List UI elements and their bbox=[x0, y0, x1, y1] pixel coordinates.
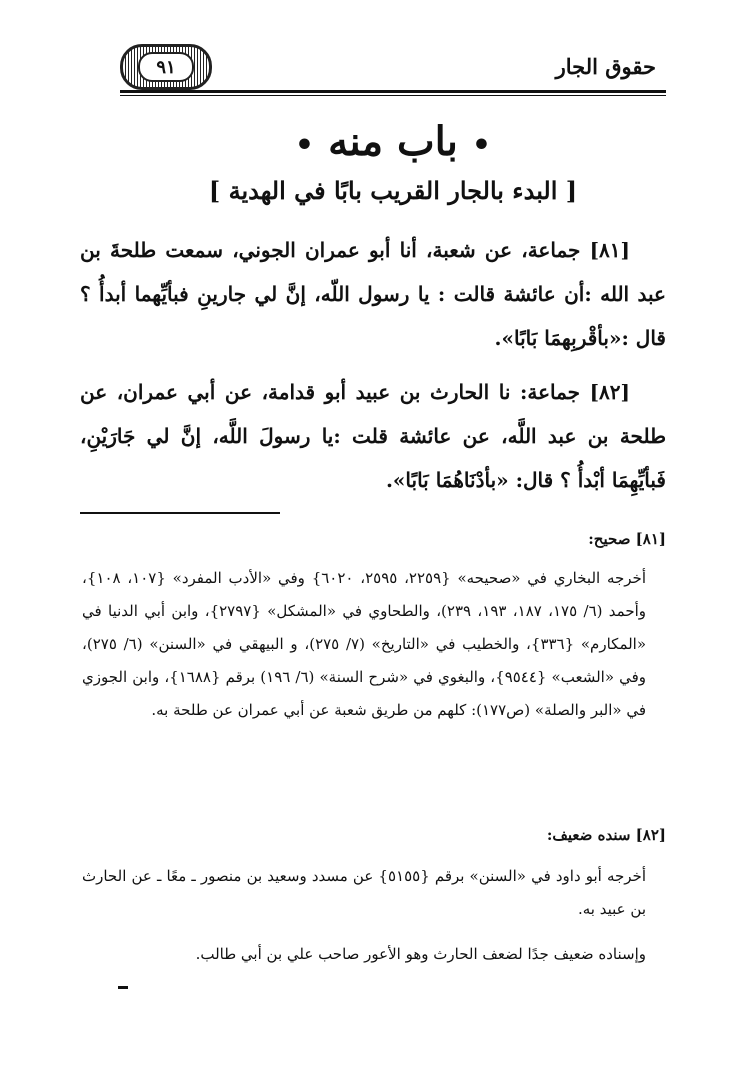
chapter-heading bbox=[120, 118, 666, 165]
bullet-icon: • bbox=[294, 128, 315, 163]
dash-mark bbox=[118, 986, 128, 989]
footnote-82-note: وإسناده ضعيف جدًا لضعف الحارث وهو الأعور صاحب علي بن أبي طالب. bbox=[195, 945, 646, 963]
page-number-badge bbox=[120, 44, 212, 90]
hadith-82-text: [٨٢] جماعة: نا الحارث بن عبيد أبو قدامة، عن أبي عمران، عن طلحة بن عبد اللَّه، عن عائشة قلت :يا رسولَ اللَّه، إنَّ لي جَارَيْنِ، فَبأيِّهِمَا أبْدأُ ؟ قال: «بأدْنَاهُمَا بَابًا». bbox=[80, 380, 666, 492]
hadith-81 bbox=[80, 228, 666, 360]
header-rule bbox=[120, 90, 666, 93]
footnote-81-text: أخرجه البخاري في «صحيحه» {٢٢٥٩، ٢٥٩٥، ٦٠٢٠} وفي «الأدب المفرد» {١٠٧، ١٠٨}، وأحمد (٦/ ١٧٥، ١٨٧، ١٩٣، ٢٣٩)، والطحاوي في «المشكل» {٢٧٩٧}، وابن أبي الدنيا في «المكارم» {٣٣٦}، والخطيب في «التاريخ» (٧/ ٢٧٥)، و البيهقي في «السنن» (٦/ ٢٧٥)، وفي «الشعب» {٩٥٤٤}، والبغوي في «شرح السنة» (٦/ ١٩٦) برقم {١٦٨٨}، وابن الجوزي في «البر والصلة» (ص١٧٧): كلهم من طريق شعبة عن أبي عمران عن طلحة به. bbox=[82, 569, 647, 719]
bullet-icon: • bbox=[471, 128, 492, 163]
chapter-title: باب منه bbox=[328, 118, 458, 165]
running-title: حقوق الجار bbox=[555, 54, 656, 79]
header-rule-thin bbox=[120, 95, 666, 96]
footnote-separator bbox=[80, 512, 280, 514]
hadith-81-text: [٨١] جماعة، عن شعبة، أنا أبو عمران الجوني، سمعت طلحةَ بن عبد الله :أن عائشة قالت : يا رسول اللّه، إنَّ لي جارينِ فبأيِّهما أبدأُ ؟ قال :«بأقْربِهمَا بَابًا». bbox=[80, 238, 666, 350]
page-header bbox=[120, 40, 666, 94]
footnote-81-label: [٨١] صحيح: bbox=[588, 530, 666, 548]
chapter-subtitle: [ البدء بالجار القريب بابًا في الهدية ] bbox=[208, 176, 578, 205]
footnote-82-label: [٨٢] سنده ضعيف: bbox=[546, 826, 666, 844]
hadith-82 bbox=[80, 370, 666, 502]
page-number: ٩١ bbox=[138, 52, 194, 82]
footnote-82-text: أخرجه أبو داود في «السنن» برقم {٥١٥٥} عن مسدد وسعيد بن منصور ـ معًا ـ عن الحارث بن عبيد به. bbox=[82, 867, 646, 918]
